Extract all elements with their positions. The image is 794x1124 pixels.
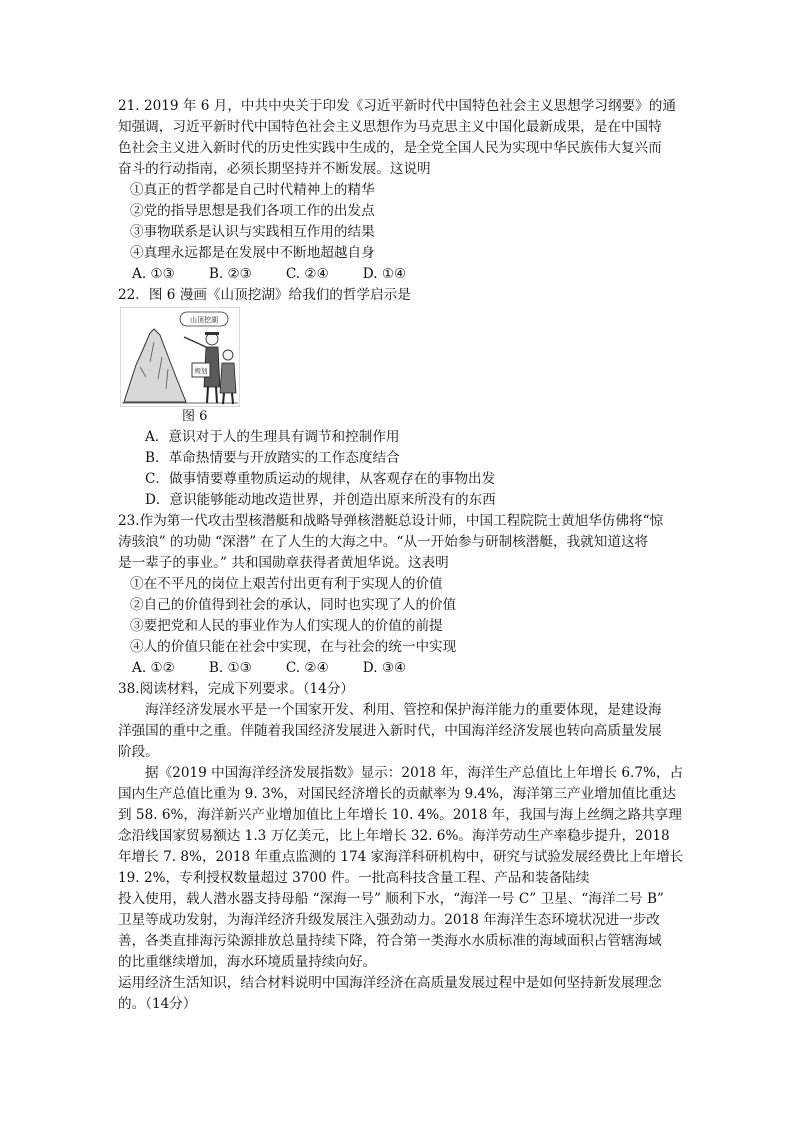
cartoon-illustration	[120, 307, 240, 407]
question-22-option: D．意识能够能动地改造世界，并创造出原来所没有的东西	[145, 492, 496, 508]
choice-a: A. ①②	[132, 660, 175, 676]
board-text: 规划	[194, 367, 208, 375]
material-paragraph-2-line: 念沿线国家贸易额达 1.3 万亿美元，比上年增长 32. 6%。海洋劳动生产率稳步提升，2018	[118, 828, 670, 844]
question-23-choices	[118, 658, 684, 679]
exam-page	[118, 96, 684, 1015]
question-23-item: ③要把党和人民的事业作为人们实现人的价值的前提	[130, 618, 443, 634]
cartoon-figure	[120, 307, 240, 424]
choice-c: C. ②④	[285, 660, 329, 676]
question-23-item: ②自己的价值得到社会的承认，同时也实现了人的价值	[130, 597, 457, 613]
question-21-item: ②党的指导思想是我们各项工作的出发点	[130, 203, 375, 219]
choice-b: B. ①③	[208, 660, 252, 676]
question-21-stem-line: 奋斗的行动指南，必须长期坚持并不断发展。这说明	[118, 161, 431, 177]
question-21-choices	[118, 264, 684, 285]
question-38-task-line: 运用经济生活知识，结合材料说明中国海洋经济在高质量发展过程中是如何坚持新发展理念	[118, 975, 662, 991]
question-22-stem: 22．图 6 漫画《山顶挖湖》给我们的哲学启示是	[118, 287, 411, 303]
material-paragraph-1-line: 洋强国的重中之重。伴随着我国经济发展进入新时代，中国海洋经济发展也转向高质量发展	[118, 723, 662, 739]
question-22-option: B．革命热情要与开放踏实的工作态度结合	[145, 450, 400, 466]
question-23-item: ①在不平凡的岗位上艰苦付出更有利于实现人的价值	[130, 576, 443, 592]
question-38	[118, 679, 684, 1015]
material-paragraph-2-line: 到 58. 6%，海洋新兴产业增加值比上年增长 10. 4%。2018 年，我国与海上丝绸之路共享理	[118, 807, 682, 823]
question-21-stem-line: 21. 2019 年 6 月，中共中央关于印发《习近平新时代中国特色社会主义思想学习纲要》的通	[118, 98, 676, 114]
material-paragraph-2-line: 卫星等成功发射，为海洋经济升级发展注入强劲动力。2018 年海洋生态环境状况进一步改	[118, 912, 660, 928]
question-22-option: C．做事情要尊重物质运动的规律，从客观存在的事物出发	[145, 471, 496, 487]
choice-a: A. ①③	[132, 266, 175, 282]
question-38-stem: 38.阅读材料，完成下列要求。（14分）	[118, 681, 355, 697]
question-22-option: A．意识对于人的生理具有调节和控制作用	[145, 429, 400, 445]
question-23-stem-line: 是一辈子的事业。” 共和国勋章获得者黄旭华说。这表明	[118, 555, 449, 571]
material-paragraph-2-line: 年增长 7. 8%，2018 年重点监测的 174 家海洋科研机构中，研究与试验发展经费比上年增长	[118, 849, 684, 865]
material-paragraph-2-line: 19. 2%，专利授权数量超过 3700 件。一批高科技含量工程、产品和装备陆续	[118, 870, 590, 886]
material-paragraph-2-line: 投入使用，载人潜水器支持母船 “深海一号” 顺利下水，“海洋一号 C” 卫星、“海洋二号 B”	[118, 891, 664, 907]
question-21-item: ①真正的哲学都是自己时代精神上的精华	[130, 182, 375, 198]
material-paragraph-2-line: 国内生产总值比重为 9. 3%，对国民经济增长的贡献率为 9.4%，海洋第三产业增加值比重达	[118, 786, 676, 802]
question-23-stem-line: 23.作为第一代攻击型核潜艇和战略导弹核潜艇总设计师，中国工程院院士黄旭华仿佛将“惊	[118, 513, 664, 529]
question-21-stem-line: 色社会主义进入新时代的历史性实践中生成的，是全党全国人民为实现中华民族伟大复兴而	[118, 140, 662, 156]
material-paragraph-1-line: 阶段。	[118, 744, 159, 760]
material-paragraph-2-line: 据《2019 中国海洋经济发展指数》显示：2018 年，海洋生产总值比上年增长 6.7%，占	[145, 765, 684, 781]
material-paragraph-2-line: 的比重继续增加，海水环境质量持续向好。	[118, 954, 377, 970]
material-paragraph-2-line: 善，各类直排海污染源排放总量持续下降，符合第一类海水水质标准的海域面积占管辖海域	[118, 933, 662, 949]
question-23	[118, 511, 684, 679]
question-38-task-line: 的。（14分）	[118, 996, 197, 1012]
figure-caption: 图 6	[182, 409, 208, 424]
choice-d: D. ①④	[362, 266, 407, 282]
choice-c: C. ②④	[285, 266, 329, 282]
choice-d: D. ③④	[362, 660, 407, 676]
question-23-item: ④人的价值只能在社会中实现，在与社会的统一中实现	[130, 639, 457, 655]
question-21-stem-line: 知强调，习近平新时代中国特色社会主义思想作为马克思主义中国化最新成果，是在中国特	[118, 119, 662, 135]
question-21-item: ④真理永远都是在发展中不断地超越自身	[130, 245, 375, 261]
question-21	[118, 96, 684, 285]
question-22	[118, 285, 684, 511]
choice-b: B. ②③	[208, 266, 252, 282]
question-23-stem-line: 涛骇浪” 的功勋 “深潜” 在了人生的大海之中。“从一开始参与研制核潜艇，我就知道这将	[118, 534, 649, 550]
material-paragraph-1-line: 海洋经济发展水平是一个国家开发、利用、管控和保护海洋能力的重要体现，是建设海	[145, 702, 662, 718]
sign-text: 山顶挖湖	[190, 316, 218, 324]
question-21-item: ③事物联系是认识与实践相互作用的结果	[130, 224, 375, 240]
